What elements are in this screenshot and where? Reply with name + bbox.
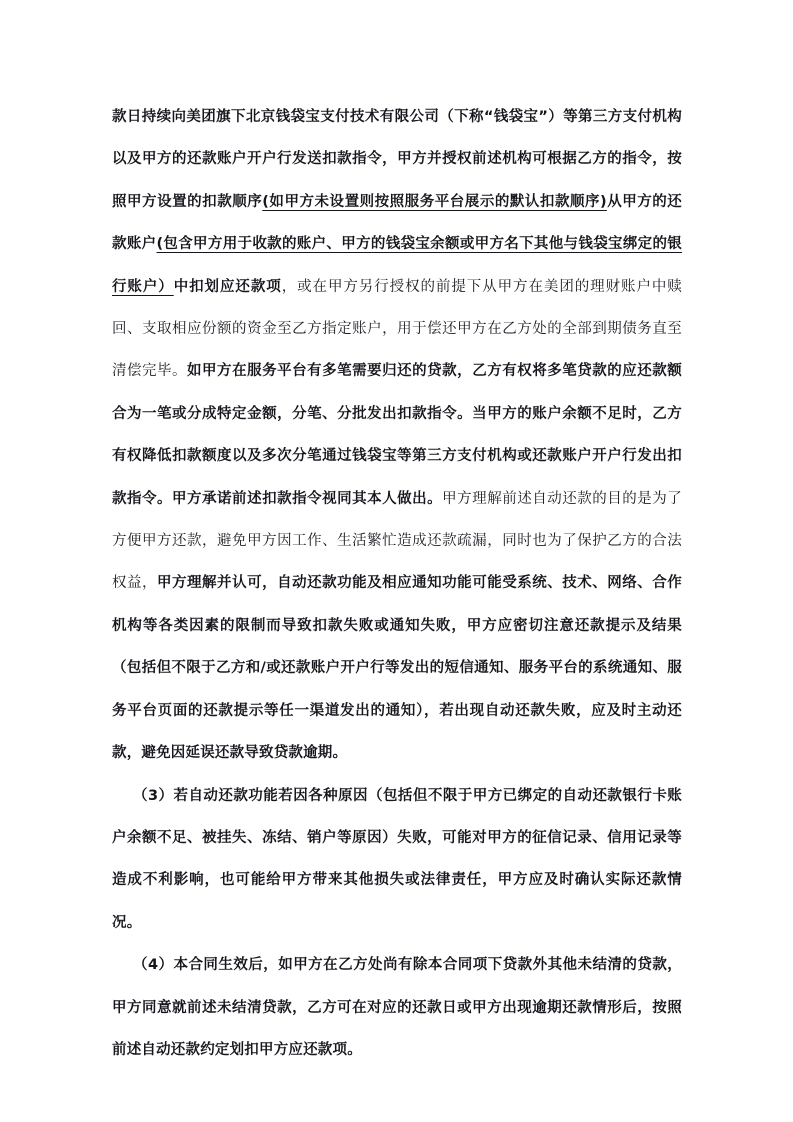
text-run: 甲方理解前述自动还款的目的是为了方便甲方还款，避免甲方因工作、生活繁忙造成还款疏漏，同时也为了保护乙方的合法权益， [112, 490, 682, 592]
text-run: 从甲方的还款账户 [112, 193, 683, 253]
para-item-4 [112, 944, 682, 1071]
text-run: 如甲方在服务平台有多笔需要归还的贷款，乙方有权将多笔贷款的应还款额合为一笔或分成特定金额，分笔、分批发出扣款指令。当甲方的账户余额不足时，乙方有权降低扣款额度以及多次分笔通过钱袋宝等第三方支付机构或还款账户开户行发出扣款指令。甲方承诺前述扣款指令视同其本人做出。 [112, 363, 682, 507]
text-run: ，或在甲方另行授权的前提下从甲方在美团的理财账户中赎回、支取相应份额的资金至乙方指定账户，用于偿还甲方在乙方处的全部到期债务直至清偿完毕。 [112, 278, 682, 380]
text-run: 款日持续向美团旗下北京钱袋宝支付技术有限公司（下称“钱袋宝”）等第三方支付机构以及甲方的还款账户开户行发送扣款指令，甲方并授权前述机构可根据乙方的指令，按照甲方设置的扣款顺序 [112, 109, 682, 210]
text-run: 中扣划应还款项 [173, 278, 282, 295]
text-run: (如甲方未设置则按照服务平台展示的默认扣款顺序) [262, 193, 607, 210]
text-run: 甲方理解并认可，自动还款功能及相应通知功能可能受系统、技术、网络、合作机构等各类因素的限制而导致扣款失败或通知失败，甲方应密切注意还款提示及结果（包括但不限于乙方和/或还款账户开户行等发出的短信通知、服务平台的系统通知、服务平台页面的还款提示等任一渠道发出的通知），若出现自动还款失败，应及时主动还款，避免因延误还款导致贷款逾期。 [112, 575, 682, 762]
para-continuation-auto-repayment [112, 96, 682, 775]
document-text-column [112, 96, 682, 1071]
text-run: （4）本合同生效后，如甲方在乙方处尚有除本合同项下贷款外其他未结清的贷款，甲方同意就前述未结清贷款，乙方可在对应的还款日或甲方出现逾期还款情形后，按照前述自动还款约定划扣甲方应还款项。 [112, 957, 682, 1058]
text-run: （3）若自动还款功能若因各种原因（包括但不限于甲方已绑定的自动还款银行卡账户余额不足、被挂失、冻结、销户等原因）失败，可能对甲方的征信记录、信用记录等造成不利影响，也可能给甲方带来其他损失或法律责任，甲方应及时确认实际还款情况。 [112, 787, 682, 931]
text-run: (包含甲方用于收款的账户、甲方的钱袋宝余额或甲方名下其他与钱袋宝绑定的银行账户） [112, 236, 682, 295]
para-item-3 [112, 775, 682, 945]
